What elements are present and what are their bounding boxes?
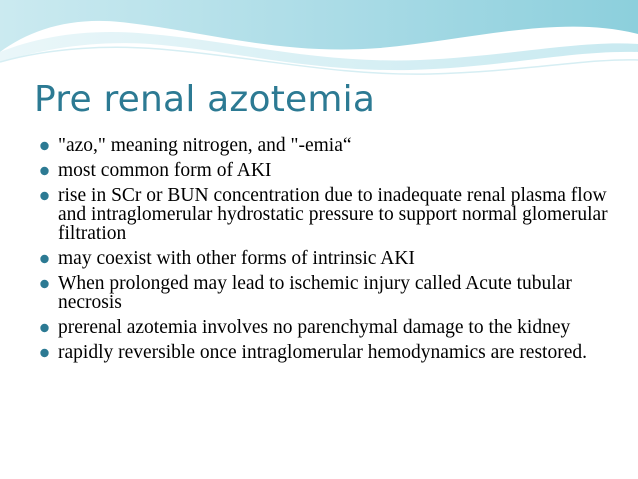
list-item: [38, 318, 618, 337]
list-item: [38, 343, 618, 362]
filled-circle-bullet-icon: [38, 139, 52, 153]
filled-circle-bullet-icon: [38, 277, 52, 291]
bullet-text: rise in SCr or BUN concentration due to inadequate renal plasma flow and intraglomerular hydrostatic pressure to support normal glomerular filtration: [58, 185, 608, 244]
bullet-text: most common form of AKI: [58, 160, 272, 181]
filled-circle-bullet-icon: [38, 189, 52, 203]
bullet-text: may coexist with other forms of intrinsic AKI: [58, 248, 415, 269]
bullet-text: When prolonged may lead to ischemic injury called Acute tubular necrosis: [58, 273, 572, 313]
header-wave-decoration: [0, 0, 638, 80]
list-item: [38, 136, 618, 155]
list-item: [38, 274, 618, 312]
bullet-text: "azo," meaning nitrogen, and "-emia“: [58, 135, 352, 156]
list-item: [38, 249, 618, 268]
filled-circle-bullet-icon: [38, 346, 52, 360]
bullet-list: [38, 136, 618, 368]
filled-circle-bullet-icon: [38, 164, 52, 178]
list-item: [38, 161, 618, 180]
filled-circle-bullet-icon: [38, 252, 52, 266]
filled-circle-bullet-icon: [38, 321, 52, 335]
list-item: [38, 186, 618, 243]
slide-title: Pre renal azotemia: [34, 79, 376, 120]
bullet-text: prerenal azotemia involves no parenchymal damage to the kidney: [58, 317, 571, 338]
bullet-text: rapidly reversible once intraglomerular hemodynamics are restored.: [58, 342, 587, 363]
